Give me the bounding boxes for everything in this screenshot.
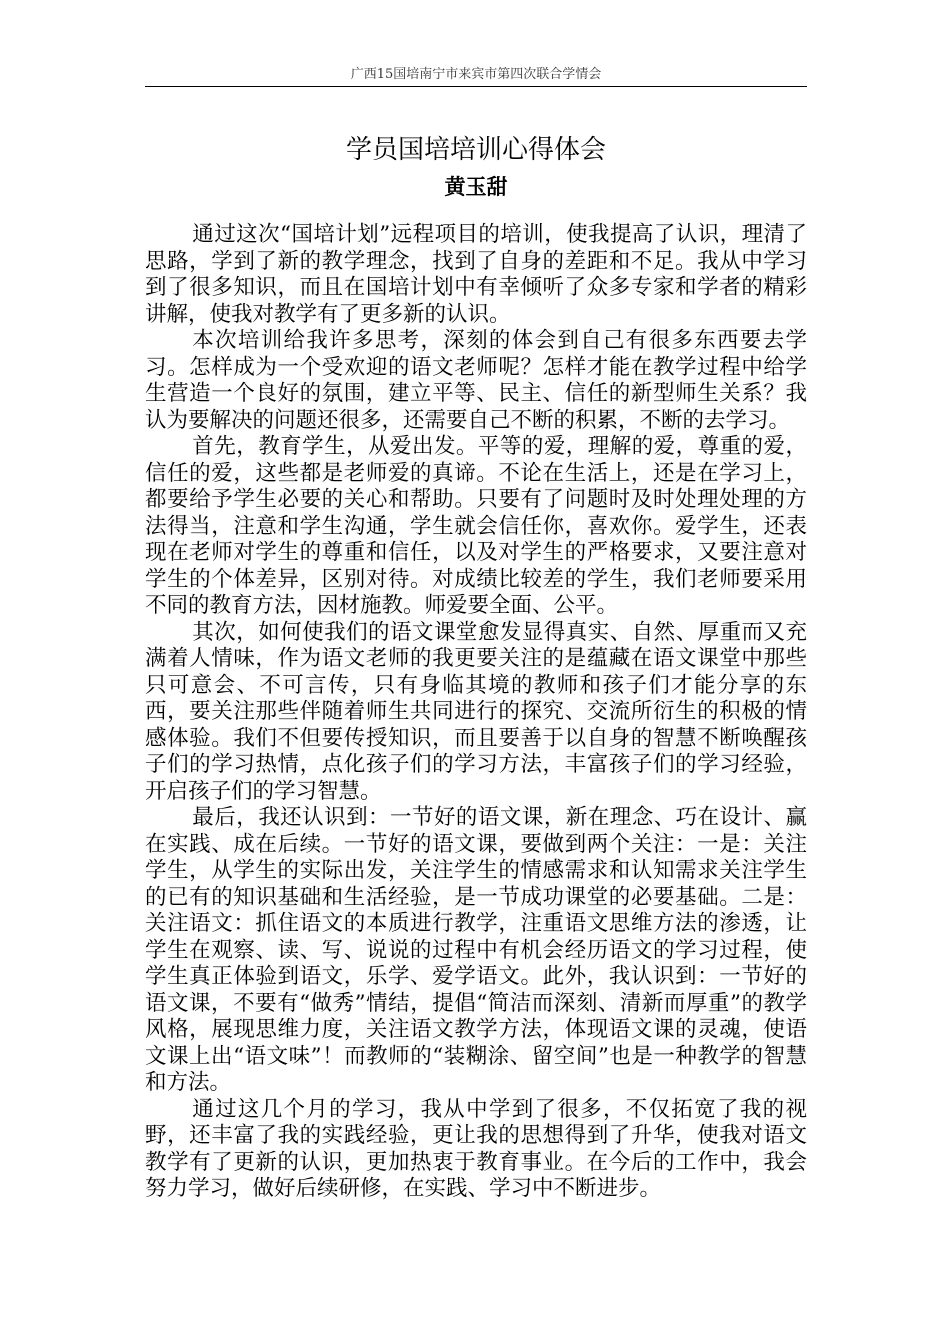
header-divider — [145, 86, 807, 87]
paragraph-conclusion: 通过这几个月的学习，我从中学到了很多，不仅拓宽了我的视野，还丰富了我的实践经验，更让我的思想得到了升华，使我对语文教学有了更新的认识，更加热衷于教育事业。在今后的工作中，我会努力学习，做好后续研修，在实践、学习中不断进步。 — [145, 1096, 807, 1201]
paragraph-first-point: 首先，教育学生，从爱出发。平等的爱，理解的爱，尊重的爱，信任的爱，这些都是老师爱的真谛。不论在生活上，还是在学习上，都要给予学生必要的关心和帮助。只要有了问题时及时处理处理的方法得当，注意和学生沟通，学生就会信任你，喜欢你。爱学生，还表现在老师对学生的尊重和信任，以及对学生的严格要求，又要注意对学生的个体差异，区别对待。对成绩比较差的学生，我们老师要采用不同的教育方法，因材施教。师爱要全面、公平。 — [145, 434, 807, 618]
document-body — [145, 222, 807, 1203]
document-title: 学员国培培训心得体会 — [345, 135, 606, 165]
paragraph-second-point: 其次，如何使我们的语文课堂愈发显得真实、自然、厚重而又充满着人情味，作为语文老师的我更要关注的是蕴藏在语文课堂中那些只可意会、不可言传，只有身临其境的教师和孩子们才能分享的东西，要关注那些伴随着师生共同进行的探究、交流所衍生的积极的情感体验。我们不但要传授知识，而且要善于以自身的智慧不断唤醒孩子们的学习热情，点化孩子们的学习方法，丰富孩子们的学习经验，开启孩子们的学习智慧。 — [145, 619, 807, 804]
paragraph-reflection: 本次培训给我许多思考，深刻的体会到自己有很多东西要去学习。怎样成为一个受欢迎的语文老师呢？怎样才能在教学过程中给学生营造一个良好的氛围，建立平等、民主、信任的新型师生关系？我认为要解决的问题还很多，还需要自己不断的积累，不断的去学习。 — [145, 328, 807, 433]
paragraph-last-point: 最后，我还认识到：一节好的语文课，新在理念、巧在设计、赢在实践、成在后续。一节好的语文课，要做到两个关注：一是：关注学生，从学生的实际出发，关注学生的情感需求和认知需求关注学生的已有的知识基础和生活经验，是一节成功课堂的必要基础。二是：关注语文：抓住语文的本质进行教学，注重语文思维方法的渗透，让学生在观察、读、写、说说的过程中有机会经历语文的学习过程，使学生真正体验到语文，乐学、爱学语文。此外，我认识到：一节好的语文课，不要有“做秀”情结，提倡“简洁而深刻、清新而厚重”的教学风格，展现思维力度，关注语文教学方法，体现语文课的灵魂，使语文课上出“语文味”！而教师的“装糊涂、留空间”也是一种教学的智慧和方法。 — [145, 805, 807, 1095]
running-header: 广西15国培南宁市来宾市第四次联合学情会 — [350, 67, 602, 82]
paragraph-intro: 通过这次“国培计划”远程项目的培训，使我提高了认识，理清了思路，学到了新的教学理念，找到了自身的差距和不足。我从中学习到了很多知识，而且在国培计划中有幸倾听了众多专家和学者的精彩讲解，使我对教学有了更多新的认识。 — [145, 222, 807, 327]
document-author: 黄玉甜 — [444, 174, 508, 199]
